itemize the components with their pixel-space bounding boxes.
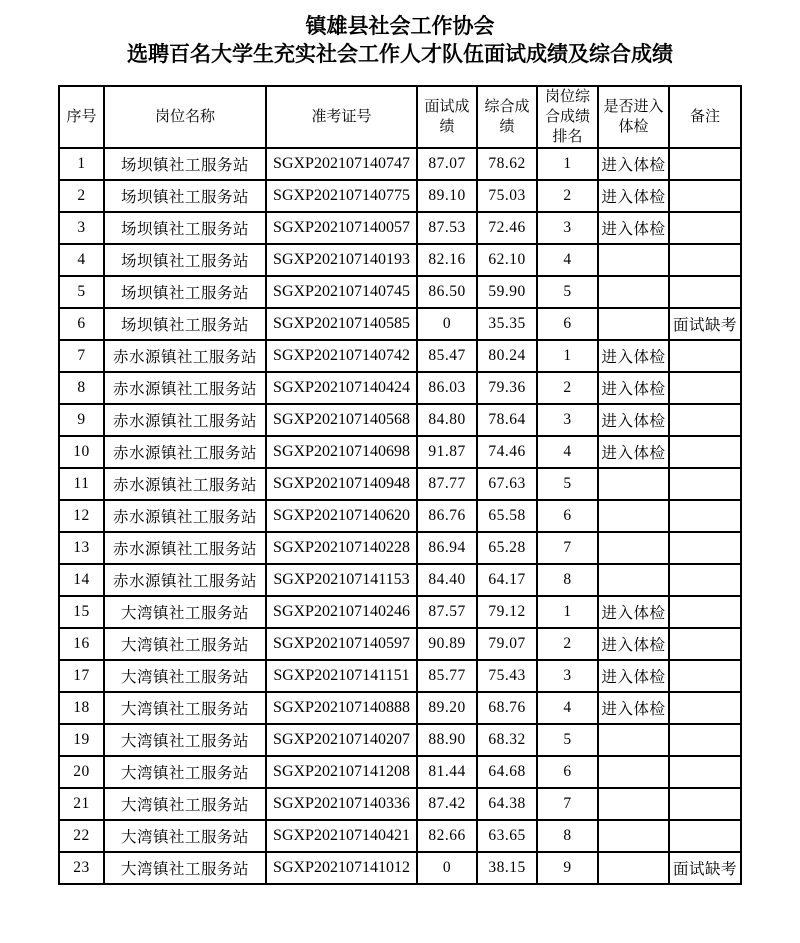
ticket-number-cell: SGXP202107140421 bbox=[266, 820, 417, 852]
remarks-cell: 面试缺考 bbox=[669, 308, 741, 340]
ticket-number-cell: SGXP202107140745 bbox=[266, 276, 417, 308]
position-name-cell: 赤水源镇社工服务站 bbox=[104, 372, 266, 404]
row-number-cell: 7 bbox=[59, 340, 104, 372]
comprehensive-score-cell: 68.76 bbox=[477, 692, 537, 724]
column-header-ticket-number: 准考证号 bbox=[266, 86, 417, 148]
rank-cell: 9 bbox=[537, 852, 598, 884]
interview-score-cell: 82.66 bbox=[417, 820, 477, 852]
physical-exam-status-cell: 进入体检 bbox=[598, 436, 669, 468]
remarks-cell bbox=[669, 212, 741, 244]
rank-cell: 5 bbox=[537, 276, 598, 308]
position-name-cell: 场坝镇社工服务站 bbox=[104, 180, 266, 212]
comprehensive-score-cell: 64.17 bbox=[477, 564, 537, 596]
row-number-cell: 11 bbox=[59, 468, 104, 500]
interview-score-cell: 84.40 bbox=[417, 564, 477, 596]
remarks-cell bbox=[669, 436, 741, 468]
ticket-number-cell: SGXP202107140775 bbox=[266, 180, 417, 212]
physical-exam-status-cell bbox=[598, 852, 669, 884]
remarks-cell bbox=[669, 180, 741, 212]
table-row bbox=[59, 564, 741, 596]
row-number-cell: 21 bbox=[59, 788, 104, 820]
ticket-number-cell: SGXP202107140597 bbox=[266, 628, 417, 660]
comprehensive-score-cell: 64.38 bbox=[477, 788, 537, 820]
interview-score-cell: 86.76 bbox=[417, 500, 477, 532]
interview-score-cell: 91.87 bbox=[417, 436, 477, 468]
remarks-cell bbox=[669, 500, 741, 532]
physical-exam-status-cell: 进入体检 bbox=[598, 404, 669, 436]
rank-cell: 6 bbox=[537, 756, 598, 788]
row-number-cell: 19 bbox=[59, 724, 104, 756]
position-name-cell: 大湾镇社工服务站 bbox=[104, 756, 266, 788]
ticket-number-cell: SGXP202107140207 bbox=[266, 724, 417, 756]
position-name-cell: 大湾镇社工服务站 bbox=[104, 788, 266, 820]
column-header-position-name: 岗位名称 bbox=[104, 86, 266, 148]
comprehensive-score-cell: 38.15 bbox=[477, 852, 537, 884]
table-row bbox=[59, 788, 741, 820]
column-header-row-number: 序号 bbox=[59, 86, 104, 148]
ticket-number-cell: SGXP202107140585 bbox=[266, 308, 417, 340]
remarks-cell bbox=[669, 756, 741, 788]
physical-exam-status-cell bbox=[598, 724, 669, 756]
remarks-cell: 面试缺考 bbox=[669, 852, 741, 884]
physical-exam-status-cell bbox=[598, 756, 669, 788]
position-name-cell: 大湾镇社工服务站 bbox=[104, 596, 266, 628]
row-number-cell: 2 bbox=[59, 180, 104, 212]
comprehensive-score-cell: 75.43 bbox=[477, 660, 537, 692]
row-number-cell: 16 bbox=[59, 628, 104, 660]
position-name-cell: 大湾镇社工服务站 bbox=[104, 724, 266, 756]
position-name-cell: 大湾镇社工服务站 bbox=[104, 660, 266, 692]
comprehensive-score-cell: 64.68 bbox=[477, 756, 537, 788]
interview-score-cell: 86.50 bbox=[417, 276, 477, 308]
comprehensive-score-cell: 65.58 bbox=[477, 500, 537, 532]
physical-exam-status-cell bbox=[598, 820, 669, 852]
ticket-number-cell: SGXP202107140742 bbox=[266, 340, 417, 372]
rank-cell: 1 bbox=[537, 596, 598, 628]
comprehensive-score-cell: 65.28 bbox=[477, 532, 537, 564]
table-row bbox=[59, 468, 741, 500]
rank-cell: 7 bbox=[537, 788, 598, 820]
row-number-cell: 3 bbox=[59, 212, 104, 244]
row-number-cell: 23 bbox=[59, 852, 104, 884]
comprehensive-score-cell: 80.24 bbox=[477, 340, 537, 372]
physical-exam-status-cell: 进入体检 bbox=[598, 692, 669, 724]
comprehensive-score-cell: 78.62 bbox=[477, 148, 537, 180]
interview-score-cell: 86.94 bbox=[417, 532, 477, 564]
column-header-physical-exam-status: 是否进入体检 bbox=[598, 86, 669, 148]
table-row bbox=[59, 596, 741, 628]
row-number-cell: 22 bbox=[59, 820, 104, 852]
column-header-comprehensive-score: 综合成绩 bbox=[477, 86, 537, 148]
remarks-cell bbox=[669, 468, 741, 500]
rank-cell: 6 bbox=[537, 500, 598, 532]
comprehensive-score-cell: 67.63 bbox=[477, 468, 537, 500]
rank-cell: 2 bbox=[537, 628, 598, 660]
table-row bbox=[59, 244, 741, 276]
remarks-cell bbox=[669, 628, 741, 660]
ticket-number-cell: SGXP202107140698 bbox=[266, 436, 417, 468]
table-row bbox=[59, 212, 741, 244]
physical-exam-status-cell bbox=[598, 308, 669, 340]
rank-cell: 7 bbox=[537, 532, 598, 564]
row-number-cell: 1 bbox=[59, 148, 104, 180]
ticket-number-cell: SGXP202107140228 bbox=[266, 532, 417, 564]
physical-exam-status-cell: 进入体检 bbox=[598, 596, 669, 628]
row-number-cell: 17 bbox=[59, 660, 104, 692]
comprehensive-score-cell: 78.64 bbox=[477, 404, 537, 436]
ticket-number-cell: SGXP202107140193 bbox=[266, 244, 417, 276]
physical-exam-status-cell bbox=[598, 468, 669, 500]
row-number-cell: 18 bbox=[59, 692, 104, 724]
table-row bbox=[59, 372, 741, 404]
ticket-number-cell: SGXP202107140424 bbox=[266, 372, 417, 404]
row-number-cell: 20 bbox=[59, 756, 104, 788]
position-name-cell: 场坝镇社工服务站 bbox=[104, 148, 266, 180]
comprehensive-score-cell: 79.12 bbox=[477, 596, 537, 628]
remarks-cell bbox=[669, 724, 741, 756]
row-number-cell: 15 bbox=[59, 596, 104, 628]
position-name-cell: 大湾镇社工服务站 bbox=[104, 628, 266, 660]
position-name-cell: 赤水源镇社工服务站 bbox=[104, 564, 266, 596]
physical-exam-status-cell bbox=[598, 276, 669, 308]
position-name-cell: 赤水源镇社工服务站 bbox=[104, 436, 266, 468]
rank-cell: 5 bbox=[537, 724, 598, 756]
position-name-cell: 赤水源镇社工服务站 bbox=[104, 500, 266, 532]
physical-exam-status-cell: 进入体检 bbox=[598, 372, 669, 404]
interview-score-cell: 82.16 bbox=[417, 244, 477, 276]
interview-score-cell: 87.53 bbox=[417, 212, 477, 244]
position-name-cell: 场坝镇社工服务站 bbox=[104, 212, 266, 244]
row-number-cell: 14 bbox=[59, 564, 104, 596]
table-row bbox=[59, 692, 741, 724]
table-row bbox=[59, 756, 741, 788]
comprehensive-score-cell: 75.03 bbox=[477, 180, 537, 212]
remarks-cell bbox=[669, 148, 741, 180]
position-name-cell: 赤水源镇社工服务站 bbox=[104, 404, 266, 436]
row-number-cell: 10 bbox=[59, 436, 104, 468]
column-header-interview-score: 面试成绩 bbox=[417, 86, 477, 148]
table-row bbox=[59, 852, 741, 884]
table-row bbox=[59, 308, 741, 340]
ticket-number-cell: SGXP202107141012 bbox=[266, 852, 417, 884]
comprehensive-score-cell: 59.90 bbox=[477, 276, 537, 308]
document-title-line2: 选聘百名大学生充实社会工作人才队伍面试成绩及综合成绩 bbox=[127, 42, 673, 66]
interview-score-cell: 87.07 bbox=[417, 148, 477, 180]
position-name-cell: 赤水源镇社工服务站 bbox=[104, 340, 266, 372]
interview-score-cell: 87.77 bbox=[417, 468, 477, 500]
interview-score-cell: 89.10 bbox=[417, 180, 477, 212]
position-name-cell: 赤水源镇社工服务站 bbox=[104, 468, 266, 500]
physical-exam-status-cell bbox=[598, 532, 669, 564]
ticket-number-cell: SGXP202107141153 bbox=[266, 564, 417, 596]
position-name-cell: 场坝镇社工服务站 bbox=[104, 276, 266, 308]
interview-score-cell: 84.80 bbox=[417, 404, 477, 436]
remarks-cell bbox=[669, 404, 741, 436]
comprehensive-score-cell: 79.36 bbox=[477, 372, 537, 404]
row-number-cell: 5 bbox=[59, 276, 104, 308]
table-row bbox=[59, 436, 741, 468]
interview-score-cell: 88.90 bbox=[417, 724, 477, 756]
rank-cell: 1 bbox=[537, 148, 598, 180]
interview-score-cell: 86.03 bbox=[417, 372, 477, 404]
table-row bbox=[59, 820, 741, 852]
physical-exam-status-cell: 进入体检 bbox=[598, 180, 669, 212]
remarks-cell bbox=[669, 692, 741, 724]
rank-cell: 4 bbox=[537, 692, 598, 724]
row-number-cell: 8 bbox=[59, 372, 104, 404]
comprehensive-score-cell: 63.65 bbox=[477, 820, 537, 852]
comprehensive-score-cell: 35.35 bbox=[477, 308, 537, 340]
ticket-number-cell: SGXP202107140246 bbox=[266, 596, 417, 628]
rank-cell: 3 bbox=[537, 660, 598, 692]
remarks-cell bbox=[669, 244, 741, 276]
rank-cell: 2 bbox=[537, 180, 598, 212]
physical-exam-status-cell: 进入体检 bbox=[598, 148, 669, 180]
remarks-cell bbox=[669, 820, 741, 852]
position-name-cell: 大湾镇社工服务站 bbox=[104, 692, 266, 724]
table-body bbox=[59, 148, 741, 884]
row-number-cell: 9 bbox=[59, 404, 104, 436]
row-number-cell: 12 bbox=[59, 500, 104, 532]
position-name-cell: 场坝镇社工服务站 bbox=[104, 244, 266, 276]
rank-cell: 4 bbox=[537, 436, 598, 468]
scores-table bbox=[58, 85, 742, 885]
row-number-cell: 6 bbox=[59, 308, 104, 340]
table-row bbox=[59, 532, 741, 564]
column-header-remarks: 备注 bbox=[669, 86, 741, 148]
rank-cell: 2 bbox=[537, 372, 598, 404]
physical-exam-status-cell: 进入体检 bbox=[598, 212, 669, 244]
table-header bbox=[59, 86, 741, 148]
remarks-cell bbox=[669, 372, 741, 404]
physical-exam-status-cell: 进入体检 bbox=[598, 340, 669, 372]
position-name-cell: 大湾镇社工服务站 bbox=[104, 820, 266, 852]
ticket-number-cell: SGXP202107140057 bbox=[266, 212, 417, 244]
remarks-cell bbox=[669, 660, 741, 692]
physical-exam-status-cell bbox=[598, 564, 669, 596]
interview-score-cell: 85.47 bbox=[417, 340, 477, 372]
column-header-rank: 岗位综合成绩排名 bbox=[537, 86, 598, 148]
ticket-number-cell: SGXP202107141151 bbox=[266, 660, 417, 692]
table-row bbox=[59, 276, 741, 308]
table-row bbox=[59, 180, 741, 212]
remarks-cell bbox=[669, 788, 741, 820]
rank-cell: 4 bbox=[537, 244, 598, 276]
physical-exam-status-cell bbox=[598, 500, 669, 532]
row-number-cell: 13 bbox=[59, 532, 104, 564]
table-row bbox=[59, 724, 741, 756]
physical-exam-status-cell bbox=[598, 788, 669, 820]
physical-exam-status-cell bbox=[598, 244, 669, 276]
remarks-cell bbox=[669, 532, 741, 564]
interview-score-cell: 85.77 bbox=[417, 660, 477, 692]
physical-exam-status-cell: 进入体检 bbox=[598, 660, 669, 692]
document-title-line1: 镇雄县社会工作协会 bbox=[305, 14, 495, 38]
table-row bbox=[59, 660, 741, 692]
row-number-cell: 4 bbox=[59, 244, 104, 276]
ticket-number-cell: SGXP202107140888 bbox=[266, 692, 417, 724]
remarks-cell bbox=[669, 276, 741, 308]
table-row bbox=[59, 148, 741, 180]
position-name-cell: 场坝镇社工服务站 bbox=[104, 308, 266, 340]
interview-score-cell: 0 bbox=[417, 852, 477, 884]
comprehensive-score-cell: 72.46 bbox=[477, 212, 537, 244]
interview-score-cell: 81.44 bbox=[417, 756, 477, 788]
interview-score-cell: 90.89 bbox=[417, 628, 477, 660]
interview-score-cell: 0 bbox=[417, 308, 477, 340]
comprehensive-score-cell: 79.07 bbox=[477, 628, 537, 660]
rank-cell: 3 bbox=[537, 404, 598, 436]
comprehensive-score-cell: 68.32 bbox=[477, 724, 537, 756]
comprehensive-score-cell: 74.46 bbox=[477, 436, 537, 468]
position-name-cell: 大湾镇社工服务站 bbox=[104, 852, 266, 884]
comprehensive-score-cell: 62.10 bbox=[477, 244, 537, 276]
ticket-number-cell: SGXP202107140336 bbox=[266, 788, 417, 820]
physical-exam-status-cell: 进入体检 bbox=[598, 628, 669, 660]
interview-score-cell: 87.57 bbox=[417, 596, 477, 628]
ticket-number-cell: SGXP202107140948 bbox=[266, 468, 417, 500]
rank-cell: 8 bbox=[537, 820, 598, 852]
rank-cell: 1 bbox=[537, 340, 598, 372]
ticket-number-cell: SGXP202107140620 bbox=[266, 500, 417, 532]
rank-cell: 8 bbox=[537, 564, 598, 596]
ticket-number-cell: SGXP202107140747 bbox=[266, 148, 417, 180]
rank-cell: 6 bbox=[537, 308, 598, 340]
table-row bbox=[59, 340, 741, 372]
table-header-row bbox=[59, 86, 741, 148]
ticket-number-cell: SGXP202107141208 bbox=[266, 756, 417, 788]
ticket-number-cell: SGXP202107140568 bbox=[266, 404, 417, 436]
table-row bbox=[59, 404, 741, 436]
rank-cell: 5 bbox=[537, 468, 598, 500]
remarks-cell bbox=[669, 564, 741, 596]
remarks-cell bbox=[669, 596, 741, 628]
position-name-cell: 赤水源镇社工服务站 bbox=[104, 532, 266, 564]
table-row bbox=[59, 628, 741, 660]
remarks-cell bbox=[669, 340, 741, 372]
table-row bbox=[59, 500, 741, 532]
rank-cell: 3 bbox=[537, 212, 598, 244]
interview-score-cell: 87.42 bbox=[417, 788, 477, 820]
interview-score-cell: 89.20 bbox=[417, 692, 477, 724]
